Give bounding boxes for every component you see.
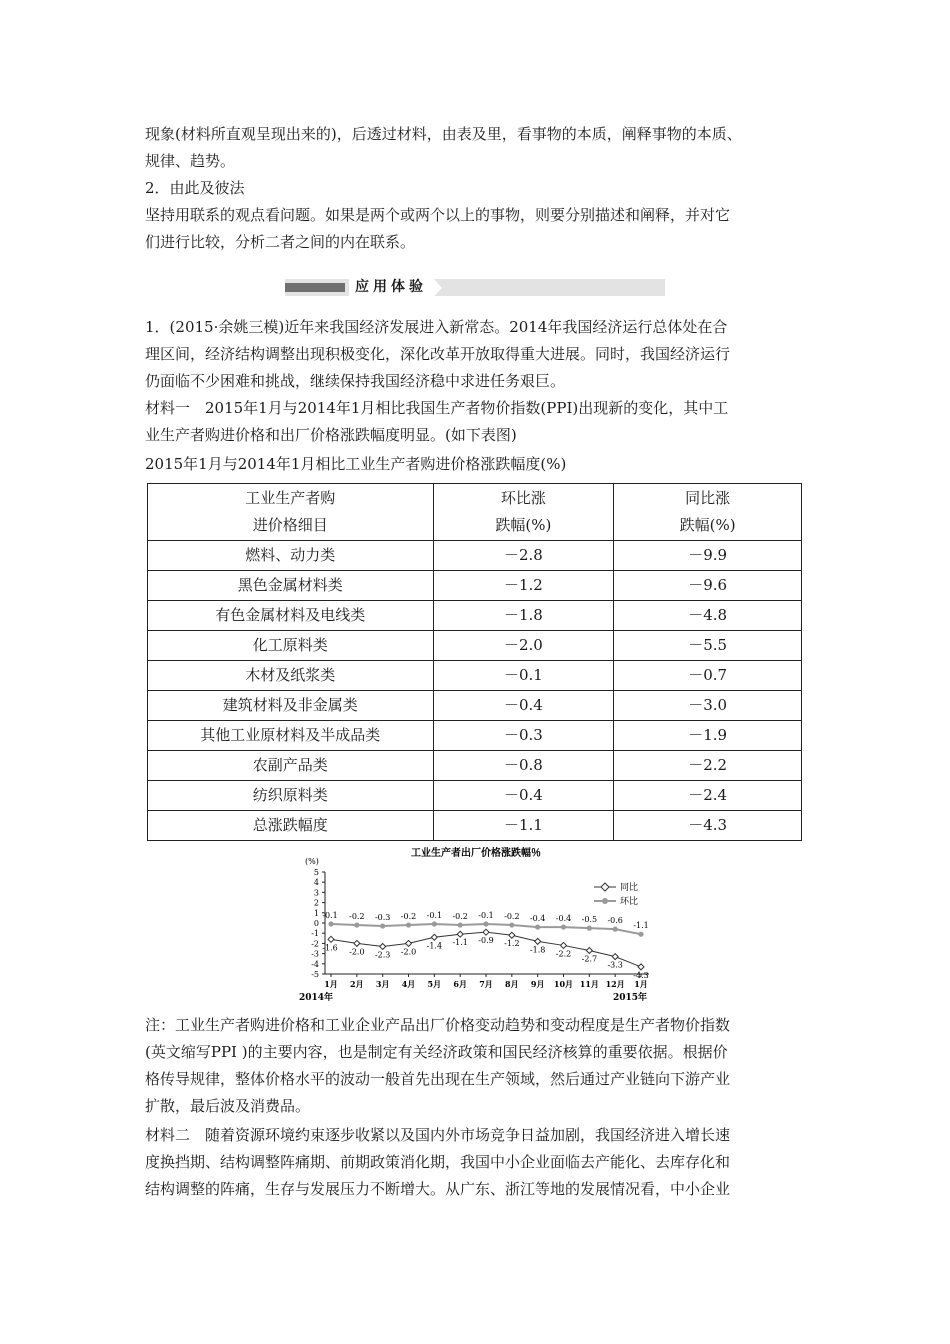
x-tick-label: 10月	[553, 979, 574, 989]
data-label-mom: -0.2	[349, 912, 365, 922]
header-cell	[614, 484, 802, 541]
data-point-mom	[509, 922, 514, 927]
data-label-yoy: -1.1	[452, 938, 468, 948]
table-row	[148, 661, 802, 691]
legend-label-mom: 环比	[620, 897, 639, 907]
item-cell: 木材及纸浆类	[148, 661, 434, 691]
data-point-mom	[587, 926, 592, 931]
data-point-mom	[638, 932, 643, 937]
yoy-cell: －0.7	[614, 661, 802, 691]
paragraph-line: 坚持用联系的观点看问题。如果是两个或两个以上的事物，则要分别描述和阐释，并对它	[145, 206, 731, 224]
data-point-mom	[354, 922, 359, 927]
yoy-cell: －4.3	[614, 811, 802, 841]
paragraph-line: 现象(材料所直观呈现出来的)，后透过材料，由表及里，看事物的本质，阐释事物的本质、	[145, 125, 742, 143]
data-label-mom: -1.1	[633, 921, 649, 931]
note-line: 注：工业生产者购进价格和工业企业产品出厂价格变动趋势和变动程度是生产者物价指数	[145, 1016, 731, 1034]
y-axis-label: (%)	[305, 857, 319, 866]
item-cell: 黑色金属材料类	[148, 571, 434, 601]
data-point-mom	[328, 921, 333, 926]
table-header-row	[148, 484, 802, 541]
x-tick-label: 6月	[453, 979, 467, 989]
yoy-cell: －2.2	[614, 751, 802, 781]
data-label-yoy: -3.3	[607, 960, 623, 970]
data-label-yoy: -2.0	[349, 947, 365, 957]
material-line: 结构调整的阵痛，生存与发展压力不断增大。从广东、浙江等地的发展情况看，中小企业	[145, 1180, 731, 1198]
y-tick-label: -1	[311, 929, 319, 939]
mom-cell: －0.4	[433, 781, 614, 811]
y-tick-label: 0	[313, 919, 319, 928]
y-tick-label: 1	[313, 908, 319, 918]
data-point-mom	[561, 924, 566, 929]
data-point-mom	[380, 923, 385, 928]
mom-cell: －0.1	[433, 661, 614, 691]
y-tick-label: -5	[311, 970, 319, 979]
mom-cell: －2.8	[433, 541, 614, 571]
table-row	[148, 631, 802, 661]
data-point-mom	[483, 921, 488, 926]
data-label-yoy: -2.0	[400, 947, 417, 957]
mom-cell: －1.8	[433, 601, 614, 631]
table-row	[148, 781, 802, 811]
data-label-yoy: -2.2	[555, 949, 572, 959]
table-row	[148, 601, 802, 631]
data-point-mom	[458, 922, 463, 927]
material-line: 材料一 2015年1月与2014年1月相比我国生产者物价指数(PPI)出现新的变化，其中工	[145, 399, 729, 417]
data-label-mom: -0.2	[400, 912, 417, 922]
yoy-cell: －4.8	[614, 601, 802, 631]
table-row	[148, 541, 802, 571]
y-tick-label: 3	[313, 888, 319, 898]
data-point-mom	[613, 927, 618, 932]
mom-cell: －0.3	[433, 721, 614, 751]
data-label-yoy: -4.3	[633, 970, 649, 980]
y-tick-label: -4	[311, 959, 319, 969]
table-row	[148, 721, 802, 751]
data-label-mom: -0.6	[607, 916, 623, 926]
ppi-line-chart	[295, 843, 657, 1005]
header-text: 跌幅(%)	[679, 516, 736, 534]
x-tick-label: 4月	[401, 979, 416, 989]
data-label-yoy: -1.4	[426, 941, 443, 951]
x-tick-label: 5月	[427, 979, 442, 989]
year-label-start: 2014年	[299, 993, 334, 1003]
question-line: 仍面临不少困难和挑战，继续保持我国经济稳中求进任务艰巨。	[145, 372, 566, 390]
header-text: 同比涨	[685, 489, 731, 507]
data-label-mom: -0.2	[504, 912, 520, 922]
data-point-mom	[406, 922, 411, 927]
section-banner	[285, 279, 665, 296]
data-label-mom: -0.1	[478, 911, 494, 921]
banner-bar	[285, 283, 345, 292]
material-line: 材料二 随着资源环境约束逐步收紧以及国内外市场竞争日益加剧，我国经济进入增长速	[145, 1126, 731, 1144]
yoy-cell: －9.6	[614, 571, 802, 601]
header-text: 跌幅(%)	[495, 516, 552, 534]
data-label-yoy: -2.7	[581, 954, 598, 964]
section-heading: 2．由此及彼法	[145, 179, 245, 197]
circle-marker-icon	[602, 898, 608, 904]
data-label-yoy: -2.3	[374, 950, 391, 960]
table-row	[148, 571, 802, 601]
x-tick-label: 9月	[530, 979, 545, 989]
banner-arrow	[433, 278, 442, 297]
data-point-mom	[535, 924, 540, 929]
mom-cell: －2.0	[433, 631, 614, 661]
mom-cell: －1.1	[433, 811, 614, 841]
table-row	[148, 811, 802, 841]
data-label-yoy: -1.6	[322, 943, 338, 953]
y-tick-label: 5	[313, 868, 319, 877]
x-tick-label: 7月	[479, 979, 493, 989]
mom-cell: －1.2	[433, 571, 614, 601]
data-label-mom: -0.3	[374, 913, 391, 923]
item-cell: 有色金属材料及电线类	[148, 601, 434, 631]
material-line: 业生产者购进价格和出厂价格涨跌幅度明显。(如下表图)	[145, 426, 517, 444]
y-tick-label: 4	[313, 878, 319, 888]
header-cell	[433, 484, 614, 541]
data-label-mom: -0.1	[426, 911, 443, 921]
x-tick-label: 3月	[375, 979, 390, 989]
x-tick-label: 1月	[324, 979, 338, 989]
paragraph-line: 们进行比较，分析二者之间的内在联系。	[145, 233, 416, 251]
data-label-yoy: -0.9	[478, 936, 494, 946]
banner-label: 应用体验	[349, 278, 433, 297]
year-label-end: 2015年	[613, 993, 648, 1003]
table-row	[148, 751, 802, 781]
yoy-cell: －1.9	[614, 721, 802, 751]
item-cell: 化工原料类	[148, 631, 434, 661]
note-line: 扩散，最后波及消费品。	[145, 1097, 311, 1115]
header-text: 工业生产者购	[245, 489, 336, 507]
x-tick-label: 12月	[605, 979, 625, 989]
data-label-mom: -0.1	[322, 911, 338, 921]
y-tick-label: -3	[311, 949, 319, 959]
item-cell: 其他工业原材料及半成品类	[148, 721, 434, 751]
data-label-yoy: -1.8	[529, 945, 546, 955]
yoy-cell: －3.0	[614, 691, 802, 721]
x-tick-label: 8月	[505, 979, 519, 989]
data-point-mom	[432, 921, 437, 926]
note-line: 格传导规律，整体价格水平的波动一般首先出现在生产领域，然后通过产业链向下游产业	[145, 1070, 731, 1088]
x-tick-label: 2月	[350, 979, 364, 989]
chart-title: 工业生产者出厂价格涨跌幅％	[411, 848, 541, 859]
material-line: 度换挡期、结构调整阵痛期、前期政策消化期，我国中小企业面临去产能化、去库存化和	[145, 1153, 731, 1171]
mom-cell: －0.4	[433, 691, 614, 721]
note-line: (英文缩写PPI )的主要内容，也是制定有关经济政策和国民经济核算的重要依据。根据价	[145, 1043, 728, 1061]
header-cell	[148, 484, 434, 541]
yoy-cell: －5.5	[614, 631, 802, 661]
header-text: 环比涨	[500, 489, 546, 507]
table-caption: 2015年1月与2014年1月相比工业生产者购进价格涨跌幅度(%)	[145, 455, 567, 473]
header-text: 进价格细目	[252, 516, 328, 534]
data-label-yoy: -1.2	[504, 939, 520, 949]
legend-label-yoy: 同比	[620, 883, 639, 893]
paragraph-line: 规律、趋势。	[145, 152, 236, 170]
item-cell: 建筑材料及非金属类	[148, 691, 434, 721]
item-cell: 农副产品类	[148, 751, 434, 781]
data-label-mom: -0.4	[529, 914, 546, 924]
item-cell: 燃料、动力类	[148, 541, 434, 571]
yoy-cell: －2.4	[614, 781, 802, 811]
data-label-mom: -0.2	[452, 912, 468, 922]
x-tick-label: 1月	[634, 979, 648, 989]
y-tick-label: 2	[313, 898, 319, 908]
x-tick-label: 11月	[579, 979, 599, 989]
table-row	[148, 691, 802, 721]
y-tick-label: -2	[311, 939, 319, 949]
data-label-mom: -0.5	[581, 915, 598, 925]
price-table	[147, 483, 802, 841]
data-label-mom: -0.4	[555, 914, 572, 924]
yoy-cell: －9.9	[614, 541, 802, 571]
item-cell: 纺织原料类	[148, 781, 434, 811]
mom-cell: －0.8	[433, 751, 614, 781]
question-line: 理区间，经济结构调整出现积极变化，深化改革开放取得重大进展。同时，我国经济运行	[145, 345, 731, 363]
question-line: 1．(2015·余姚三模)近年来我国经济发展进入新常态。2014年我国经济运行总体处在合	[145, 318, 728, 336]
item-cell: 总涨跌幅度	[148, 811, 434, 841]
